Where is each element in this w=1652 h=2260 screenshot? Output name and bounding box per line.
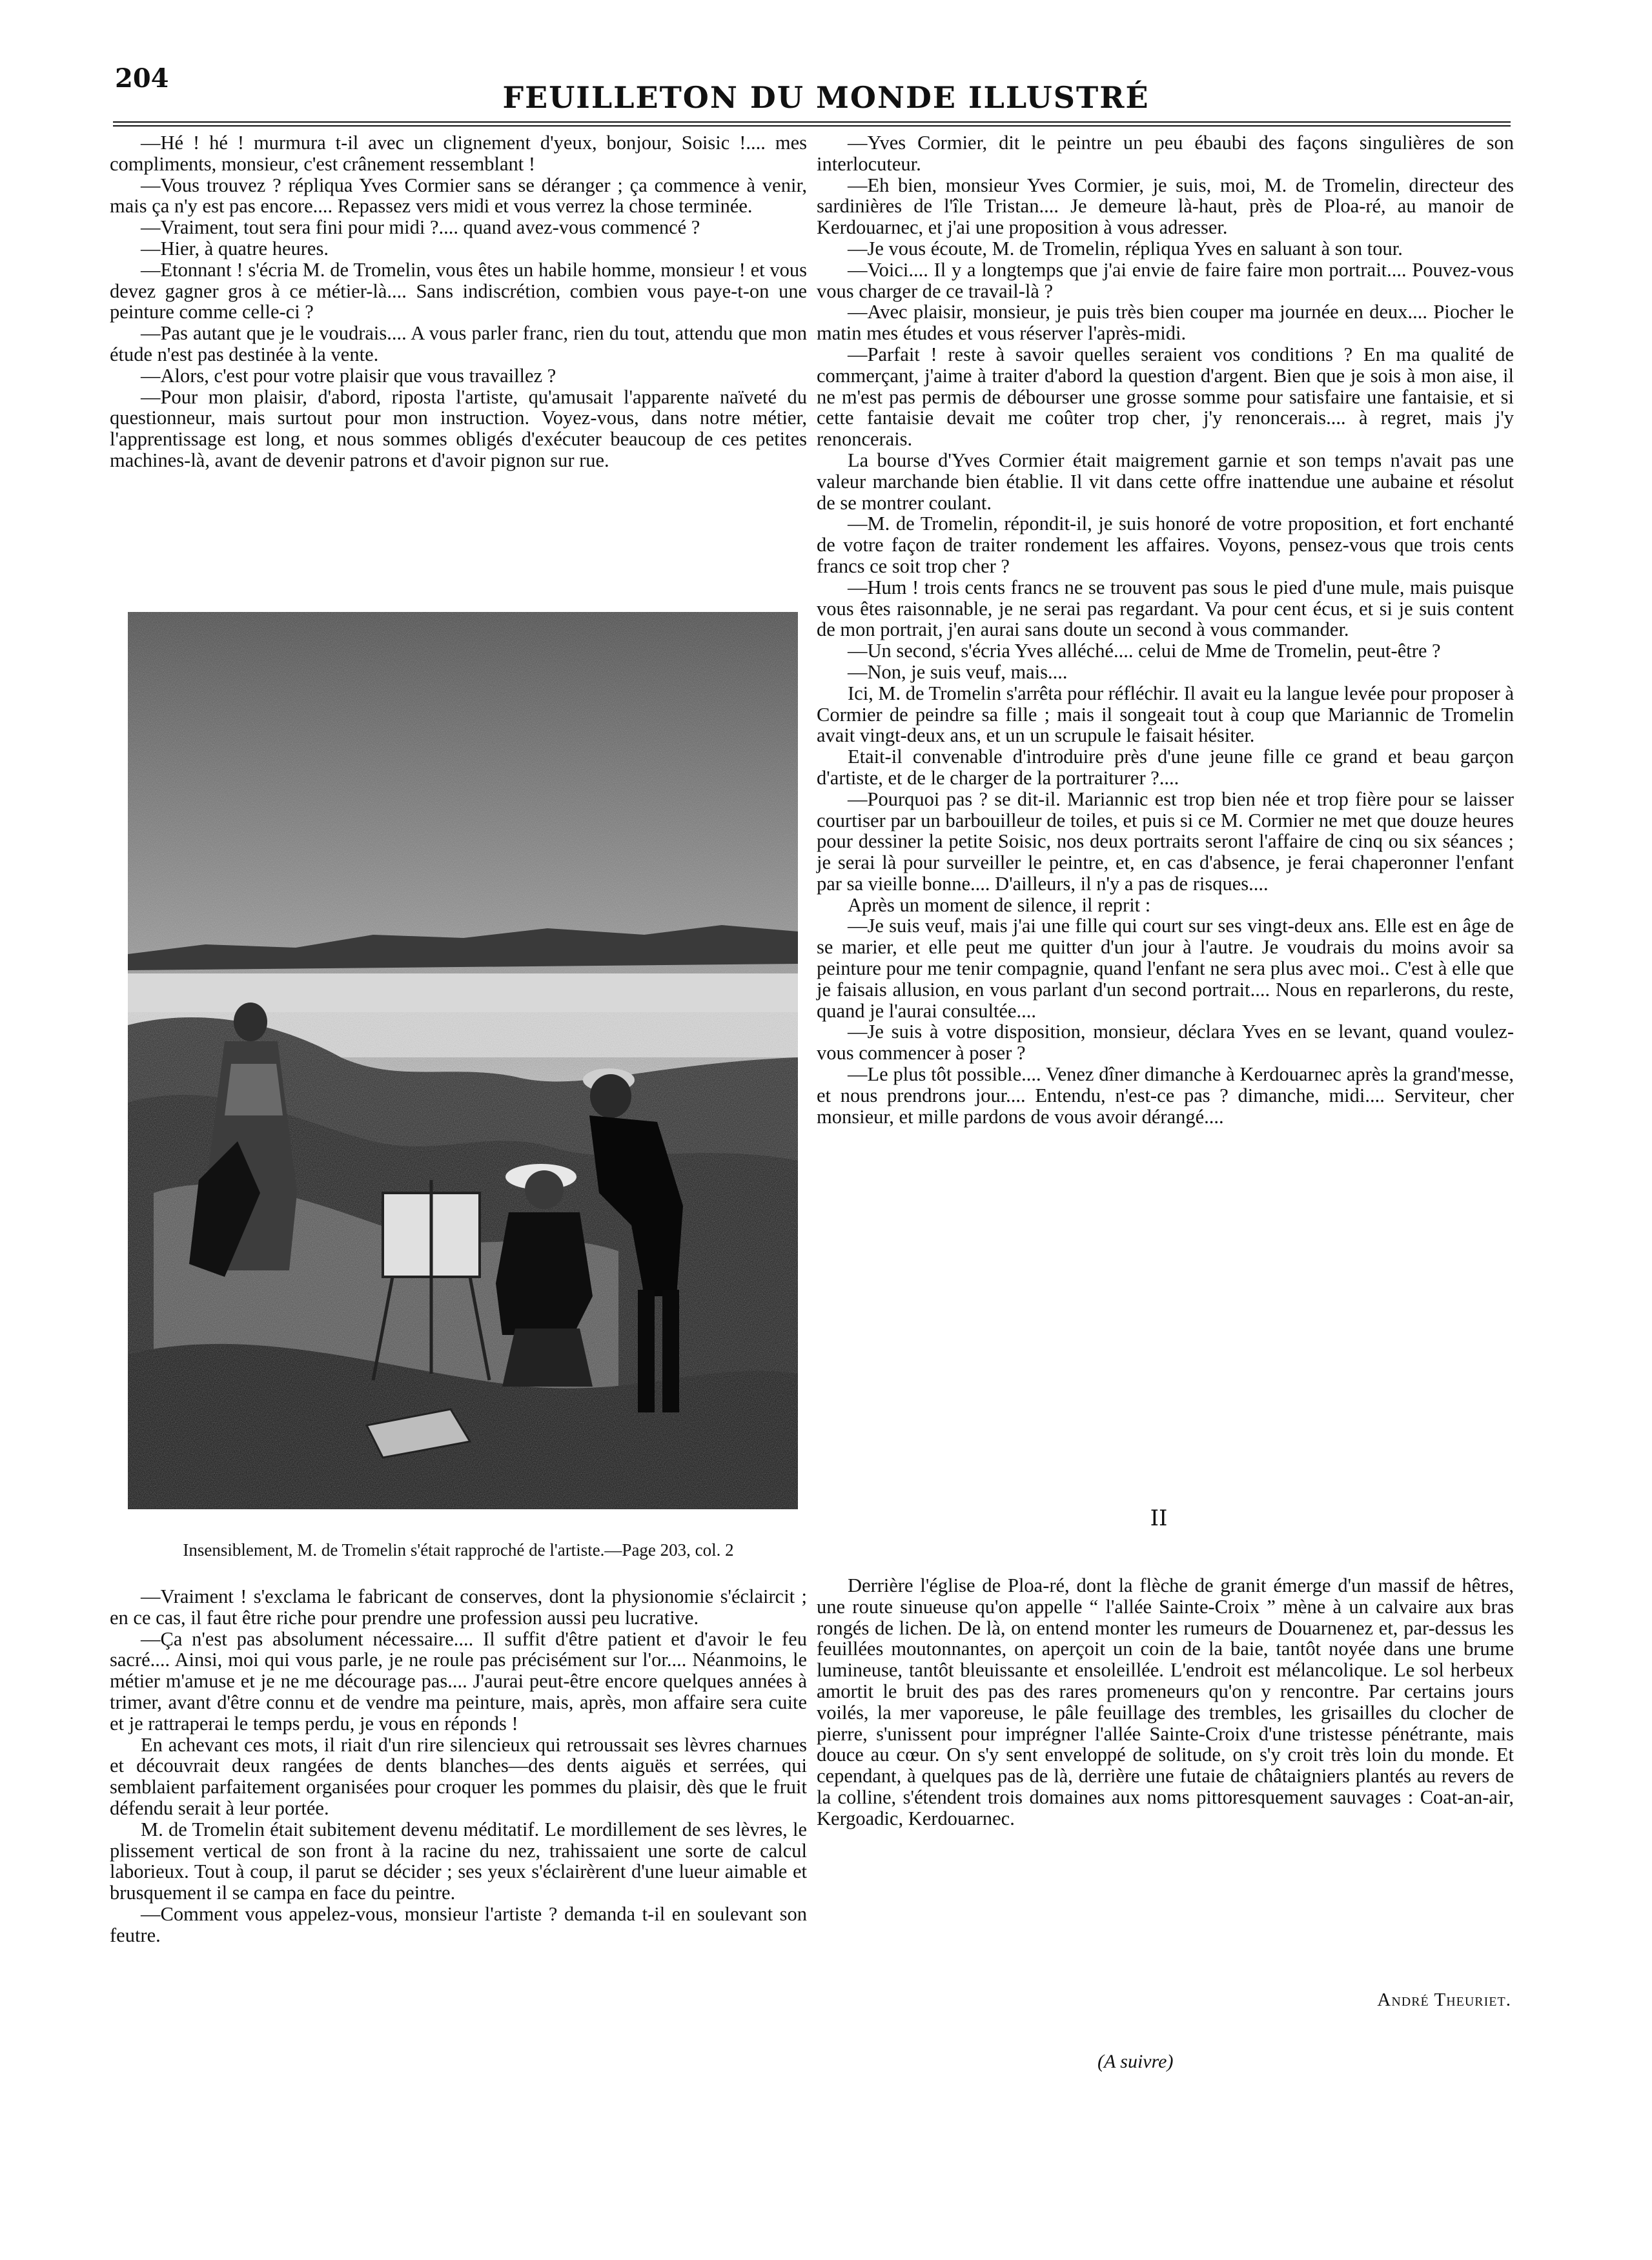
paragraph: —Vraiment, tout sera fini pour midi ?.... quand avez-vous commencé ? bbox=[141, 216, 700, 239]
paragraph: —Un second, s'écria Yves alléché.... celui de Mme de Tromelin, peut-être ? bbox=[848, 640, 1441, 662]
running-title: FEUILLETON DU MONDE ILLUSTRÉ bbox=[502, 80, 1150, 115]
paragraph: —Je suis veuf, mais j'ai une fille qui court sur ses vingt-deux ans. Elle est en âge de se marier, et elle peut me quitter d'un jour à l'autre. Je voudrais du moins avoir sa peinture pour me tenir compagnie, quand l'enfant ne sera plus avec moi.. C'est à elle que je faisais allusion, en vous parlant d'un second portrait.... Nous en reparlerons, du reste, quand je l'aurai consultée.... bbox=[817, 915, 1514, 1022]
painter-scene-engraving bbox=[128, 612, 798, 1509]
paragraph: —M. de Tromelin, répondit-il, je suis honoré de votre proposition, et fort enchanté de votre façon de traiter rondement les affaires. Voyons, pensez-vous que trois cents francs ce soit trop cher ? bbox=[817, 513, 1514, 577]
illustration-caption: Insensiblement, M. de Tromelin s'était rapproché de l'artiste.—Page 203, col. 2 bbox=[183, 1540, 734, 1560]
left-column-top bbox=[110, 132, 807, 471]
paragraph: —Avec plaisir, monsieur, je puis très bien couper ma journée en deux.... Piocher le matin mes études et vous réserver l'après-midi. bbox=[817, 301, 1514, 345]
paragraph: —Je suis à votre disposition, monsieur, déclara Yves en se levant, quand voulez-vous commencer à poser ? bbox=[817, 1021, 1514, 1064]
author-signature: André Theuriet. bbox=[1377, 1990, 1511, 2010]
paragraph: M. de Tromelin était subitement devenu méditatif. Le mordillement de ses lèvres, le plissement vertical de son front à la racine du nez, trahissaient une sorte de calcul laborieux. Tout à coup, il parut se décider ; ses yeux s'éclairèrent d'une lueur aimable et brusquement il se campa en face du peintre. bbox=[110, 1818, 807, 1904]
paragraph: —Eh bien, monsieur Yves Cormier, je suis, moi, M. de Tromelin, directeur des sardinières de l'île Tristan.... Je demeure là-haut, près de Ploa-ré, au manoir de Kerdouarnec, et j'ai une proposition à vous adresser. bbox=[817, 174, 1514, 239]
paragraph: —Vous trouvez ? répliqua Yves Cormier sans se déranger ; ça commence à venir, mais ça n'y est pas encore.... Repassez vers midi et vous verrez la chose terminée. bbox=[110, 174, 807, 218]
section-number: II bbox=[1150, 1505, 1168, 1531]
right-column-top bbox=[817, 132, 1514, 1127]
paragraph: —Je vous écoute, M. de Tromelin, répliqua Yves en saluant à son tour. bbox=[848, 237, 1403, 260]
paragraph: Derrière l'église de Ploa-ré, dont la flèche de granit émerge d'un massif de hêtres, une route sinueuse qu'on appelle “ l'allée Sainte-Croix ” mène à un calvaire aux bras rongés de lichen. De là, on entend monter les rumeurs de Douarnenez et, par-dessus les feuillées moutonnantes, on aperçoit un coin de la baie, tantôt noyée dans une brume lumineuse, tantôt bleuissante et ensoleillée. L'endroit est mélancolique. Le sol herbeux amortit le bruit des pas des rares promeneurs qu'on y rencontre. Par certains jours voilés, la mer vaporeuse, le pâle feuillage des trembles, les grisailles du clocher de pierre, s'unissent pour imprégner l'allée Sainte-Croix d'une tristesse pénétrante, mais douce au cœur. On s'y sent enveloppé de solitude, on s'y croit très loin du monde. Et cependant, à quelques pas de là, derrière une futaie de châtaigniers plantés au revers de la colline, s'étendent trois domaines aux noms pittoresquement sauvages : Coat-an-air, Kergoadic, Kerdouarnec. bbox=[817, 1574, 1514, 1829]
paragraph: —Vraiment ! s'exclama le fabricant de conserves, dont la physionomie s'éclaircit ; en ce cas, il faut être riche pour prendre une profession aussi peu lucrative. bbox=[110, 1585, 807, 1629]
paragraph: —Etonnant ! s'écria M. de Tromelin, vous êtes un habile homme, monsieur ! et vous devez gagner gros à ce métier-là.... Sans indiscrétion, combien vous paye-t-on une peinture comme celle-ci ? bbox=[110, 258, 807, 323]
left-column-bottom bbox=[110, 1586, 807, 1946]
paragraph: —Hum ! trois cents francs ne se trouvent pas sous le pied d'une mule, mais puisque vous êtes raisonnable, je ne serai pas regardant. Va pour cent écus, et si je suis content de mon portrait, j'en aurai sans doute un second à vous commander. bbox=[817, 576, 1514, 641]
paragraph: —Yves Cormier, dit le peintre un peu ébaubi des façons singulières de son interlocuteur. bbox=[817, 132, 1514, 175]
paragraph: En achevant ces mots, il riait d'un rire silencieux qui retroussait ses lèvres charnues et découvrait deux rangées de dents blanches—des dents aiguës et serrées, qui semblaient parfaitement organisées pour croquer les pommes du plaisir, dès que le fruit défendu serait à leur portée. bbox=[110, 1733, 807, 1819]
paragraph: —Comment vous appelez-vous, monsieur l'artiste ? demanda t-il en soulevant son feutre. bbox=[110, 1902, 807, 1946]
paragraph: —Pour mon plaisir, d'abord, riposta l'artiste, qu'amusait l'apparente naïveté du questionneur, mais surtout pour mon instruction. Voyez-vous, dans notre métier, l'apprentissage est long, et nous sommes obligés d'exécuter beaucoup de ces petites machines-là, avant de devenir patrons et d'avoir pignon sur rue. bbox=[110, 385, 807, 471]
page-number: 204 bbox=[115, 63, 169, 94]
paragraph: —Alors, c'est pour votre plaisir que vous travaillez ? bbox=[141, 364, 556, 387]
to-be-continued: (A suivre) bbox=[1097, 2051, 1174, 2072]
paragraph: —Pourquoi pas ? se dit-il. Mariannic est trop bien née et trop fière pour se laisser courtiser par un barbouilleur de toiles, et puis si ce M. Cormier ne met que douze heures pour dessiner la petite Soisic, nos deux portraits seront l'affaire de cinq ou six séances ; je serai là pour surveiller le peintre, et, en cas d'absence, je ferai chaperonner l'enfant par sa vieille bonne.... D'ailleurs, il n'y a pas de risques.... bbox=[817, 788, 1514, 895]
right-column-bottom bbox=[817, 1575, 1514, 1829]
header-rule bbox=[113, 121, 1511, 123]
paragraph: —Non, je suis veuf, mais.... bbox=[848, 660, 1068, 683]
paragraph: —Le plus tôt possible.... Venez dîner dimanche à Kerdouarnec après la grand'messe, et nous prendrons jour.... Entendu, n'est-ce pas ? dimanche, midi.... Serviteur, cher monsieur, et mille pardons de vous avoir dérangé.... bbox=[817, 1063, 1514, 1128]
paragraph: Ici, M. de Tromelin s'arrêta pour réfléchir. Il avait eu la langue levée pour proposer à Cormier de peindre sa fille ; mais il songeait tout à coup que Mariannic de Tromelin avait vingt-deux ans, et un un scrupule le faisait hésiter. bbox=[817, 682, 1514, 747]
paragraph: La bourse d'Yves Cormier était maigrement garnie et son temps n'avait pas une valeur marchande bien établie. Il vit dans cette offre inattendue une aubaine et résolut de se montrer coulant. bbox=[817, 449, 1514, 514]
paragraph: —Hé ! hé ! murmura t-il avec un clignement d'yeux, bonjour, Soisic !.... mes compliments, monsieur, c'est crânement ressemblant ! bbox=[110, 132, 807, 175]
header-rule-double bbox=[113, 125, 1511, 127]
engraving-illustration bbox=[128, 612, 798, 1509]
paragraph: Après un moment de silence, il reprit : bbox=[848, 893, 1151, 916]
paragraph: —Parfait ! reste à savoir quelles seraient vos conditions ? En ma qualité de commerçant, j'aime à traiter d'abord la question d'argent. Bien que je sois à mon aise, il ne m'est pas permis de débourser une grosse somme pour satisfaire une fantaisie, et si cette fantaisie devait me coûter trop cher, j'y renoncerais.... à regret, mais j'y renoncerais. bbox=[817, 343, 1514, 451]
paragraph: Etait-il convenable d'introduire près d'une jeune fille ce grand et beau garçon d'artiste, et de le charger de la portraiturer ?.... bbox=[817, 746, 1514, 789]
paragraph: —Voici.... Il y a longtemps que j'ai envie de faire faire mon portrait.... Pouvez-vous vous charger de ce travail-là ? bbox=[817, 258, 1514, 302]
paragraph: —Pas autant que je le voudrais.... A vous parler franc, rien du tout, attendu que mon étude n'est pas destinée à la vente. bbox=[110, 322, 807, 365]
paragraph: —Hier, à quatre heures. bbox=[141, 237, 329, 260]
paragraph: —Ça n'est pas absolument nécessaire.... Il suffit d'être patient et d'avoir le feu sacré.... Ainsi, moi qui vous parle, je ne roule pas précisément sur l'or.... Néanmoins, le métier m'amuse et je ne me décourage pas.... J'aurai peut-être encore quelques années à trimer, avant d'être connu et de vendre ma peinture, mais, après, mon affaire sera cuite et je rattraperai le temps perdu, je vous en réponds ! bbox=[110, 1627, 807, 1735]
